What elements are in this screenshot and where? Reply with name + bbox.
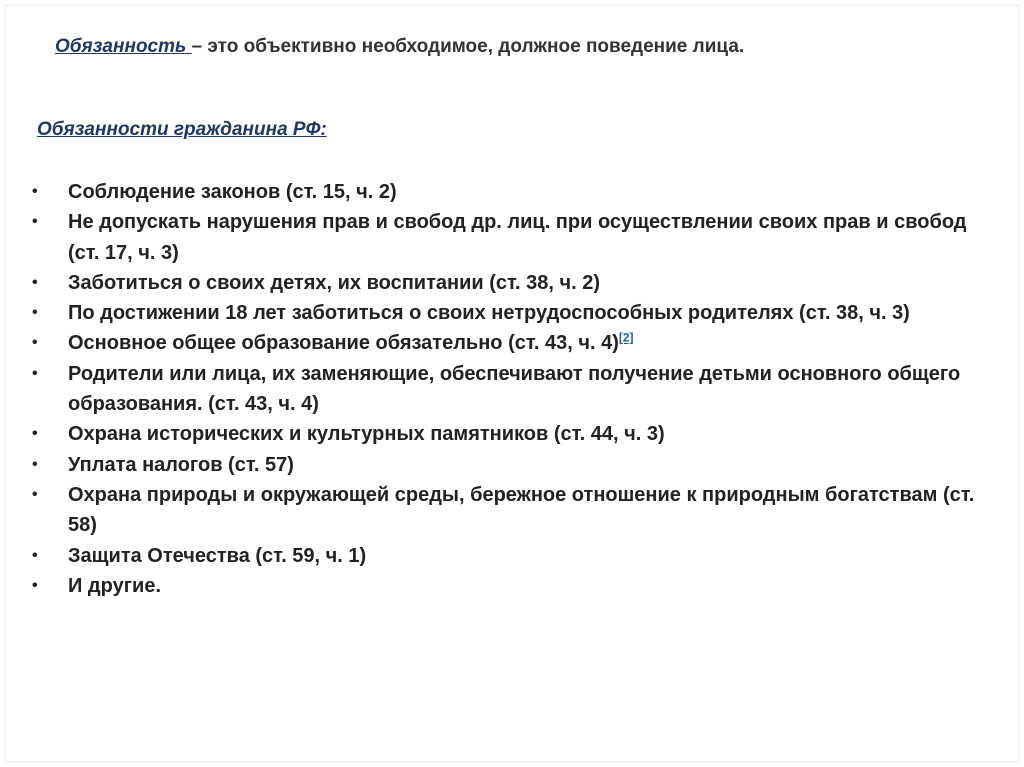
list-item: [30, 541, 990, 571]
duty-text: Уплата налогов (ст. 57): [68, 453, 294, 476]
bullet: •: [32, 273, 38, 291]
duties-list: [30, 177, 990, 601]
bullet: •: [32, 455, 38, 473]
bullet: •: [32, 485, 38, 503]
duty-text: По достижении 18 лет заботиться о своих нетрудоспособных родителях (ст. 38, ч. 3): [68, 302, 910, 325]
list-item: [30, 419, 990, 449]
definition-text: – это объективно необходимое, должное поведение лица.: [191, 36, 745, 57]
bullet: •: [32, 304, 38, 322]
bullet: •: [32, 425, 38, 443]
duty-text: Основное общее образование обязательно (ст. 43, ч. 4): [68, 332, 619, 355]
footnote-link[interactable]: [2]: [618, 330, 634, 345]
duty-text: Родители или лица, их заменяющие, обеспечивают получение детьми основного общего образования. (ст. 43, ч. 4): [68, 362, 961, 416]
definition-term: Обязанность: [55, 36, 192, 57]
duty-text: Защита Отечества (ст. 59, ч. 1): [68, 544, 367, 567]
list-item: [30, 328, 990, 358]
bullet: •: [32, 334, 38, 352]
list-item: [30, 450, 990, 480]
duty-text: И другие.: [68, 574, 162, 597]
bullet: •: [32, 364, 38, 382]
list-item: [30, 359, 990, 420]
duty-text: Соблюдение законов (ст. 15, ч. 2): [68, 181, 397, 203]
bullet: •: [32, 546, 38, 564]
list-item: [30, 480, 990, 541]
list-item: [30, 207, 990, 268]
bullet: •: [32, 213, 38, 231]
duty-text: Не допускать нарушения прав и свобод др. лиц. при осуществлении своих прав и свобод (ст. 17, ч. 3): [68, 211, 967, 264]
list-item: [30, 298, 990, 328]
list-item: [30, 177, 990, 207]
duty-text: Заботиться о своих детях, их воспитании (ст. 38, ч. 2): [68, 271, 601, 294]
bullet: •: [32, 576, 38, 594]
duty-text: Охрана исторических и культурных памятников (ст. 44, ч. 3): [68, 423, 665, 446]
list-item: [30, 571, 990, 601]
bullet: •: [32, 183, 38, 200]
definition: [55, 36, 744, 58]
duty-text: Охрана природы и окружающей среды, бережное отношение к природным богатствам (ст. 58): [68, 483, 975, 537]
list-item: [30, 268, 990, 298]
section-title: Обязанности гражданина РФ:: [37, 119, 327, 140]
